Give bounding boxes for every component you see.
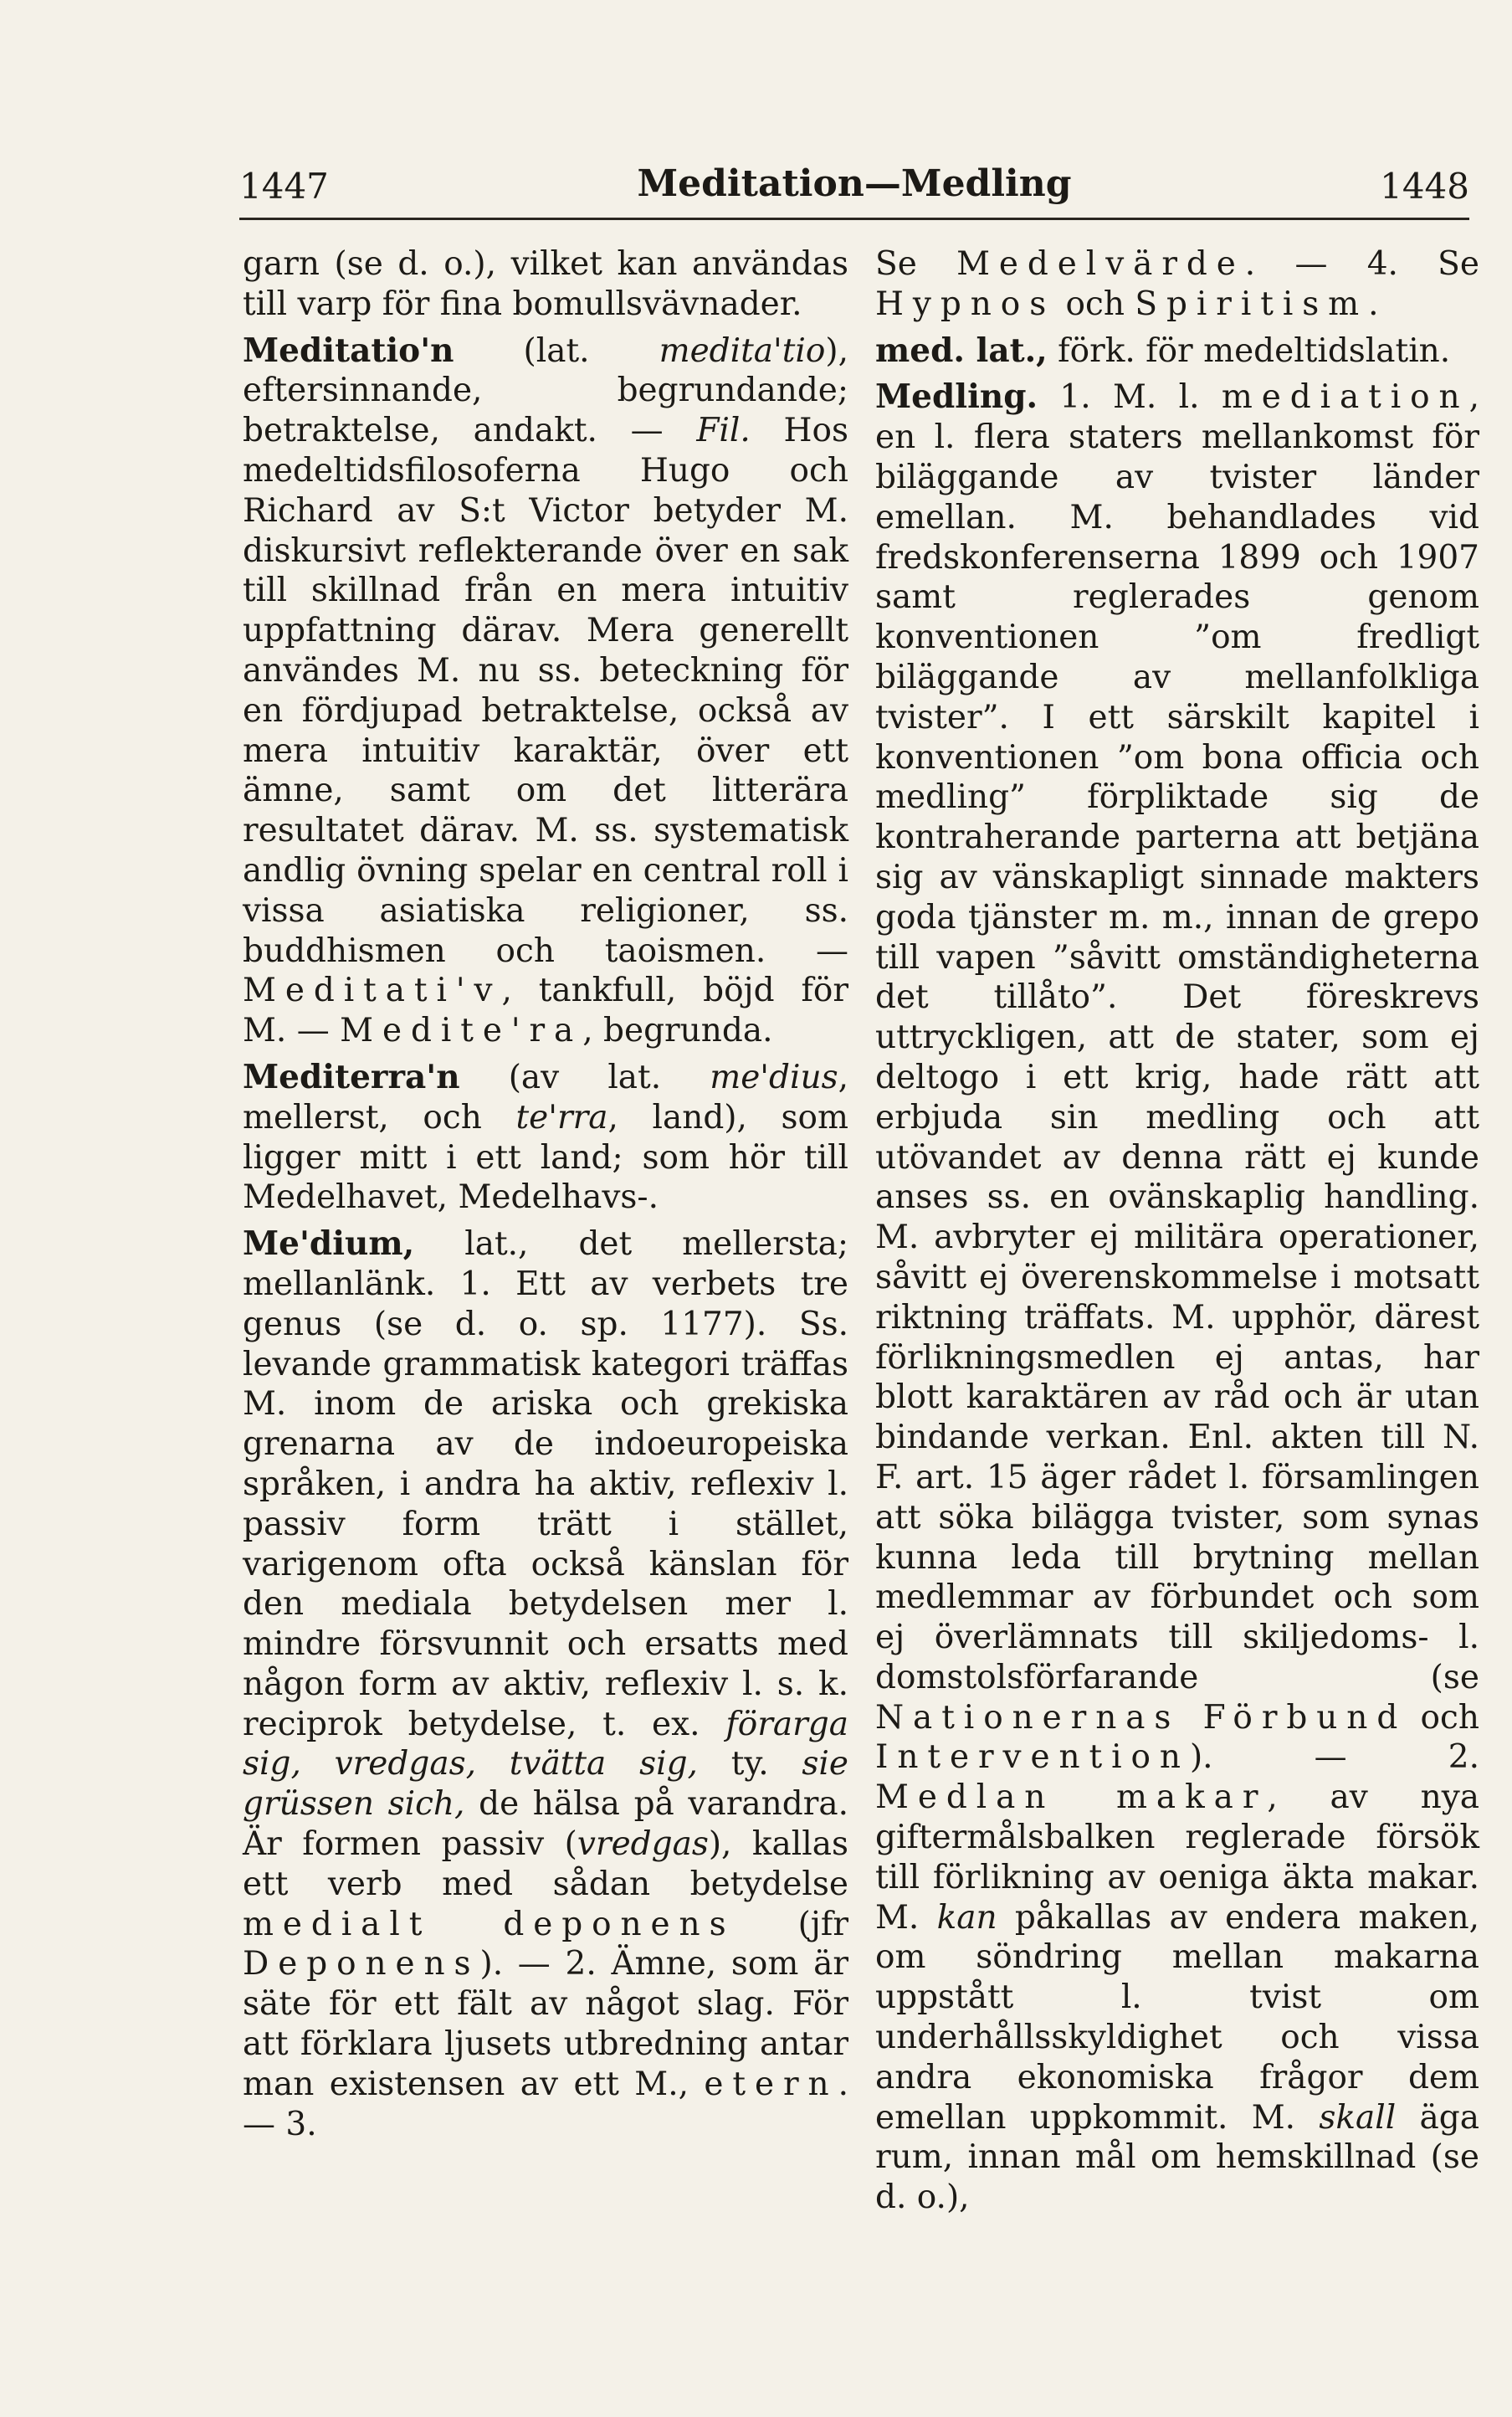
entry-headword: Me'dium, — [243, 1224, 415, 1264]
right-page-number: 1448 — [1380, 166, 1469, 207]
body-text: påkallas av endera maken, om söndring mellan makarna uppstått l. tvist om underhållsskyldighet och vissa andra ekonomiska frågor dem emellan uppkommit. M. — [875, 1898, 1479, 2137]
text-paragraph — [243, 1224, 848, 2144]
italic-term: skall — [1319, 2098, 1397, 2137]
text-paragraph — [243, 244, 848, 325]
body-text: , begrunda. — [582, 1012, 773, 1050]
right-column — [875, 244, 1479, 2218]
italic-term: sie grüssen sich, — [243, 1745, 848, 1824]
page-header — [239, 157, 1469, 216]
body-text: , tankfull, böjd för M. — — [243, 972, 848, 1050]
cross-reference: Hypnos — [875, 285, 1056, 323]
header-rule — [239, 218, 1469, 220]
cross-reference: Medlan makar — [875, 1778, 1268, 1817]
body-text: Se — [875, 245, 957, 283]
body-text: äga rum, innan mål om hemskillnad (se d. o.), — [875, 2098, 1479, 2217]
entry-headword: Meditatio'n — [243, 331, 454, 370]
italic-term: te'rra — [515, 1098, 608, 1137]
cross-reference: Medite'ra — [340, 1012, 583, 1050]
entry-headword: Medling. — [875, 377, 1038, 417]
italic-term: Fil. — [696, 412, 751, 450]
body-text: , av nya giftermålsbalken reglerade försök till förlikning av oeniga äkta makar. M. — [875, 1778, 1479, 1937]
body-text: , en l. flera staters mellankomst för biläggande av tvister länder emellan. M. behandlades vid fredskonferenserna 1899 och 1907 samt reglerades genom konventionen ”om fredligt biläggande av mellanfolkliga tvister”. I ett särskilt kapitel i konventionen ”om bona officia och medling” förpliktade sig de kontraherande parterna att betjäna sig av vänskapligt sinnade makters goda tjänster m. m., innan de grepo till vapen ”såvitt omständigheterna det tillåto”. Det föreskrevs uttryckligen, att de stater, som ej deltogo i ett krig, hade rätt att erbjuda sin medling och att utövandet av denna rätt ej kunde anses ss. en ovänskaplig handling. M. avbryter ej militära operationer, såvitt ej överenskommelse i motsatt riktning träffats. M. upphör, därest förlikningsmedlen ej antas, har blott karaktären av råd och är utan bindande verkan. Enl. akten till N. F. art. 15 äger rådet l. församlingen att söka bilägga tvister, som synas kunna leda till brytning mellan medlemmar av förbundet och som ej överlämnats till skiljedoms- l. domstolsförfarande (se — [875, 378, 1479, 1696]
cross-reference: medialt deponens — [243, 1905, 735, 1943]
italic-term: kan — [936, 1898, 997, 1937]
text-paragraph — [875, 331, 1479, 372]
body-text: lat., det mellersta; mellanlänk. 1. Ett av verbets tre genus (se d. o. sp. 1177). Ss. levande grammatisk kategori träffas M. inom de ariska och grekiska grenarna av de indoeuropeiska språken, i andra ha aktiv, reflexiv l. passiv form trätt i stället, varigenom ofta också känslan för den mediala betydelsen mer l. mindre försvunnit och ersatts med någon form av aktiv, reflexiv l. s. k. reciprok betydelse, t. ex. — [243, 1225, 848, 1743]
body-text: (lat. — [454, 331, 659, 370]
body-text: garn (se d. o.), vilket kan användas till varp för fina bomullsvävnader. — [243, 245, 848, 323]
body-text: ), eftersinnande, begrundande; betraktelse, andakt. — — [243, 331, 848, 450]
body-text: (jfr — [735, 1905, 848, 1943]
italic-term: medita'tio — [659, 331, 826, 370]
body-text: Hos medeltidsfilosoferna Hugo och Richard av S:t Victor betyder M. diskursivt reflekterande över en sak till skillnad från en mera intuitiv uppfattning därav. Mera generellt användes M. nu ss. beteckning för en fördjupad betraktelse, också av mera intuitiv karaktär, över ett ämne, samt om det litterära resultatet därav. M. ss. systematisk andlig övning spelar en central roll i vissa asiatiska religioner, ss. buddhismen och taoismen. — — [243, 412, 848, 970]
body-text: ). — 2. — [1189, 1738, 1479, 1777]
cross-reference: Medelvärde — [956, 245, 1245, 283]
body-text: ), kallas ett verb med sådan betydelse — [243, 1825, 849, 1903]
cross-reference: Meditati'v — [243, 972, 502, 1010]
body-text: ty. — [697, 1745, 802, 1783]
italic-term: me'dius — [710, 1058, 838, 1096]
body-text: de hälsa på varandra. Är formen passiv ( — [243, 1785, 848, 1864]
body-text: . — [1368, 285, 1379, 323]
entry-headword: Mediterra'n — [243, 1057, 460, 1096]
entry-headword: med. lat., — [875, 331, 1048, 370]
italic-term: förarga sig, vredgas, tvätta sig, — [243, 1705, 848, 1783]
text-paragraph — [243, 331, 848, 1051]
text-paragraph — [875, 377, 1479, 2218]
body-text: , mellerst, och — [243, 1058, 848, 1137]
text-paragraph — [243, 1058, 848, 1218]
body-text: ). — 2. Ämne, som är säte för ett fält av något slag. För att förklara ljusets utbredning antar man existensen av ett M., — [243, 1945, 848, 2103]
body-text: , land), som ligger mitt i ett land; som hör till Medelhavet, Medelhavs-. — [243, 1098, 848, 1217]
body-text: och — [1407, 1698, 1479, 1737]
running-title: Meditation—Medling — [637, 162, 1072, 205]
body-text: . — 3. — [243, 2065, 848, 2143]
left-column — [243, 244, 848, 2144]
cross-reference: Intervention — [875, 1738, 1190, 1777]
cross-reference: Nationernas Förbund — [875, 1698, 1407, 1737]
body-text: förk. för medeltidslatin. — [1047, 331, 1451, 370]
body-text: och — [1055, 285, 1135, 323]
left-page-number: 1447 — [239, 166, 329, 207]
body-text: . — 4. Se — [1244, 245, 1479, 283]
cross-reference: mediation — [1221, 378, 1469, 417]
body-text: (av lat. — [459, 1058, 710, 1096]
italic-term: vredgas — [577, 1825, 709, 1864]
body-text: 1. M. l. — [1038, 378, 1222, 417]
cross-reference: etern — [704, 2065, 838, 2103]
cross-reference: Deponens — [243, 1945, 480, 1983]
text-paragraph — [875, 244, 1479, 325]
cross-reference: Spiritism — [1135, 285, 1369, 323]
